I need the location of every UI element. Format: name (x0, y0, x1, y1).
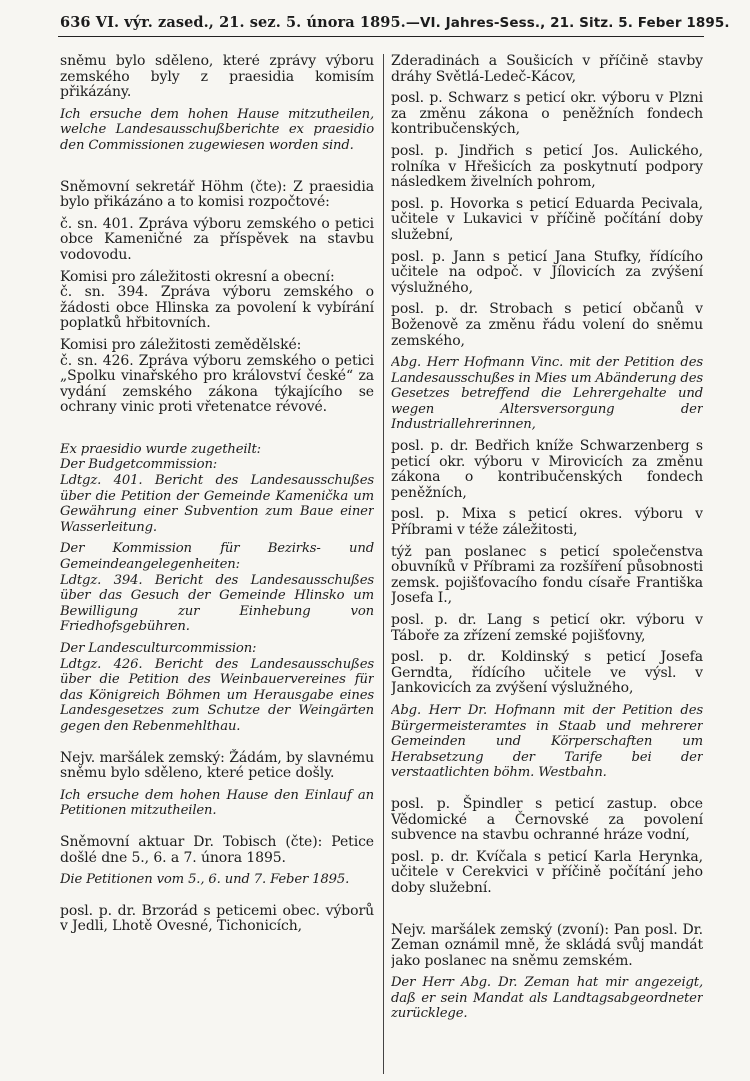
paragraph-czech: posl. p. dr. Kvíčala s peticí Karla Herynka, učitele v Cerekvici v příčině počítání jeho doby služební. (391, 848, 703, 896)
paragraph-gap (60, 416, 374, 442)
paragraph-czech: posl. p. dr. Bedřich kníže Schwarzenberg s peticí okr. výboru v Mirovicích za změnu zákona o kontribučenských fondech peněžních, (391, 438, 703, 501)
paragraph-czech: posl. p. Jindřich s peticí Jos. Aulického, rolníka v Hřešicích za poskytnutí podpory následkem živelních pohrom, (391, 142, 703, 191)
paragraph-czech: Nejv. maršálek zemský: Žádám, by slavnému sněmu bylo sděleno, které petice došly. (60, 749, 374, 782)
paragraph-gap (60, 888, 374, 904)
column-divider (383, 54, 384, 1074)
paragraph-czech: posl. p. Mixa s peticí okres. výboru v Příbrami v téže záležitosti, (391, 506, 703, 539)
paragraph-gap (60, 735, 374, 751)
header-czech: 636 VI. výr. zased., 21. sez. 5. února 1895. (60, 14, 406, 31)
paragraph-german: Ich ersuche dem hohen Hause mitzutheilen, welche Landesausschußberichte ex praesidio den Commissionen zugewiesen worden sind. (60, 106, 374, 153)
header-german: VI. Jahres-Sess., 21. Sitz. 5. Feber 1895. (419, 15, 730, 31)
page-header (60, 14, 730, 31)
paragraph-gap (391, 781, 703, 797)
paragraph-german: Der Herr Abg. Dr. Zeman hat mir angezeigt, daß er sein Mandat als Landtagsabgeordneter zurücklege. (391, 975, 703, 1022)
paragraph-german: Abg. Herr Hofmann Vinc. mit der Petition des Landesausschußes in Mies um Abänderung des Gesetzes betreffend die Lehrergehalte und wegen Altersversorgung der Industriallehrerinnen, (391, 355, 703, 433)
paragraph-czech: týž pan poslanec s peticí společenstva obuvníků v Příbrami za rozšíření působnosti zemsk. pojišťovacího fondu císaře Františka Josefa I., (391, 543, 703, 607)
paragraph-czech: posl. p. Jann s peticí Jana Stufky, řídícího učitele na odpoč. v Jílovicích za zvýšení výslužného, (391, 248, 703, 296)
paragraph-czech: posl. p. dr. Brzorád s peticemi obec. výborů v Jedli, Lhotě Ovesné, Tichonicích, (60, 902, 374, 935)
paragraph-czech: posl. p. dr. Lang s peticí okr. výboru v Táboře za zřízení zemské pojišťovny, (391, 612, 703, 644)
paragraph-czech: posl. p. Schwarz s peticí okr. výboru v Plzni za změnu zákona o peněžních fondech kontribučenských, (391, 90, 703, 138)
paragraph-czech: Komisi pro záležitosti zemědělské: č. sn. 426. Zpráva výboru zemského o petici „Spolku vinařského pro království české“ za vydání zemského zákona týkajícího se ochrany vinic proti vřetenatce révové. (60, 336, 374, 416)
paragraph-german: Die Petitionen vom 5., 6. und 7. Feber 1895. (60, 872, 350, 888)
paragraph-czech: Sněmovní aktuar Dr. Tobisch (čte): Petice došlé dne 5., 6. a 7. února 1895. (60, 833, 374, 866)
paragraph-german: Abg. Herr Dr. Hofmann mit der Petition des Bürgermeisteramtes in Staab und mehrerer Gemeinden und Körperschaften um Herabsetzung der Tarife bei der verstaatlichten böhm. Westbahn. (391, 702, 703, 781)
paragraph-german: Ex praesidio wurde zugetheilt: Der Budgetcommission: Ldtgz. 401. Bericht des Landesausschußes über die Petition der Gemeinde Kamenička um Gewährung einer Subvention zum Baue einer Wasserleitung. (60, 441, 374, 535)
header-separator: — (405, 15, 420, 31)
header-rule (58, 36, 704, 37)
paragraph-czech: Sněmovní sekretář Höhm (čte): Z praesidia bylo přikázáno a to komisi rozpočtové: (60, 178, 374, 211)
left-column (60, 54, 374, 1079)
paragraph-german: Der Landesculturcommission: Ldtgz. 426. Bericht des Landesausschußes über die Petition des Weinbauervereines für das Königreich Böhmen um Herausgabe eines Landesgesetzes zum Schutze der Weingärten gegen den Rebenmehlthau. (60, 641, 374, 734)
paragraph-czech: Komisi pro záležitosti okresní a obecní: č. sn. 394. Zpráva výboru zemského o žádosti obce Hlinska za povolení k vybírání poplatků hřbitovních. (60, 268, 374, 332)
paragraph-german: Der Kommission für Bezirks- und Gemeindeangelegenheiten: Ldtgz. 394. Bericht des Landesausschußes über das Gesuch der Gemeinde Hlinsko um Bewilligung zur Einhebung von Friedhofsgebühren. (60, 541, 374, 635)
paragraph-german: Ich ersuche dem hohen Hause den Einlauf an Petitionen mitzutheilen. (60, 787, 374, 819)
paragraph-czech: Nejv. maršálek zemský (zvoní): Pan posl. Dr. Zeman oznámil mně, že skládá svůj mandát jako poslanec na sněmu zemském. (391, 921, 703, 969)
paragraph-czech: Zderadinách a Soušicích v příčině stavby dráhy Světlá-Ledeč-Kácov, (391, 54, 703, 85)
paragraph-czech: č. sn. 401. Zpráva výboru zemského o petici obce Kameničné za příspěvek na stavbu vodovodu. (60, 215, 374, 263)
right-column (391, 54, 703, 1079)
paragraph-czech: posl. p. Špindler s peticí zastup. obce Vědomické a Černovské za povolení subvence na stavbu ochranné hráze vodní, (391, 795, 703, 844)
paragraph-czech: sněmu bylo sděleno, které zprávy výboru zemského byly z praesidia komisím přikázány. (60, 54, 374, 101)
paragraph-gap (60, 819, 374, 835)
paragraph-gap (391, 897, 703, 923)
paragraph-czech: posl. p. Hovorka s peticí Eduarda Pecivala, učitele v Lukavici v příčině počítání doby služební, (391, 195, 703, 243)
paragraph-gap (60, 154, 374, 180)
paragraph-czech: posl. p. dr. Strobach s peticí občanů v Boženově za změnu řádu volení do sněmu zemského, (391, 301, 703, 349)
paragraph-czech: posl. p. dr. Koldinský s peticí Josefa Gerndta, řídícího učitele ve výsl. v Jankovicích za zvýšení výslužného, (391, 649, 703, 697)
